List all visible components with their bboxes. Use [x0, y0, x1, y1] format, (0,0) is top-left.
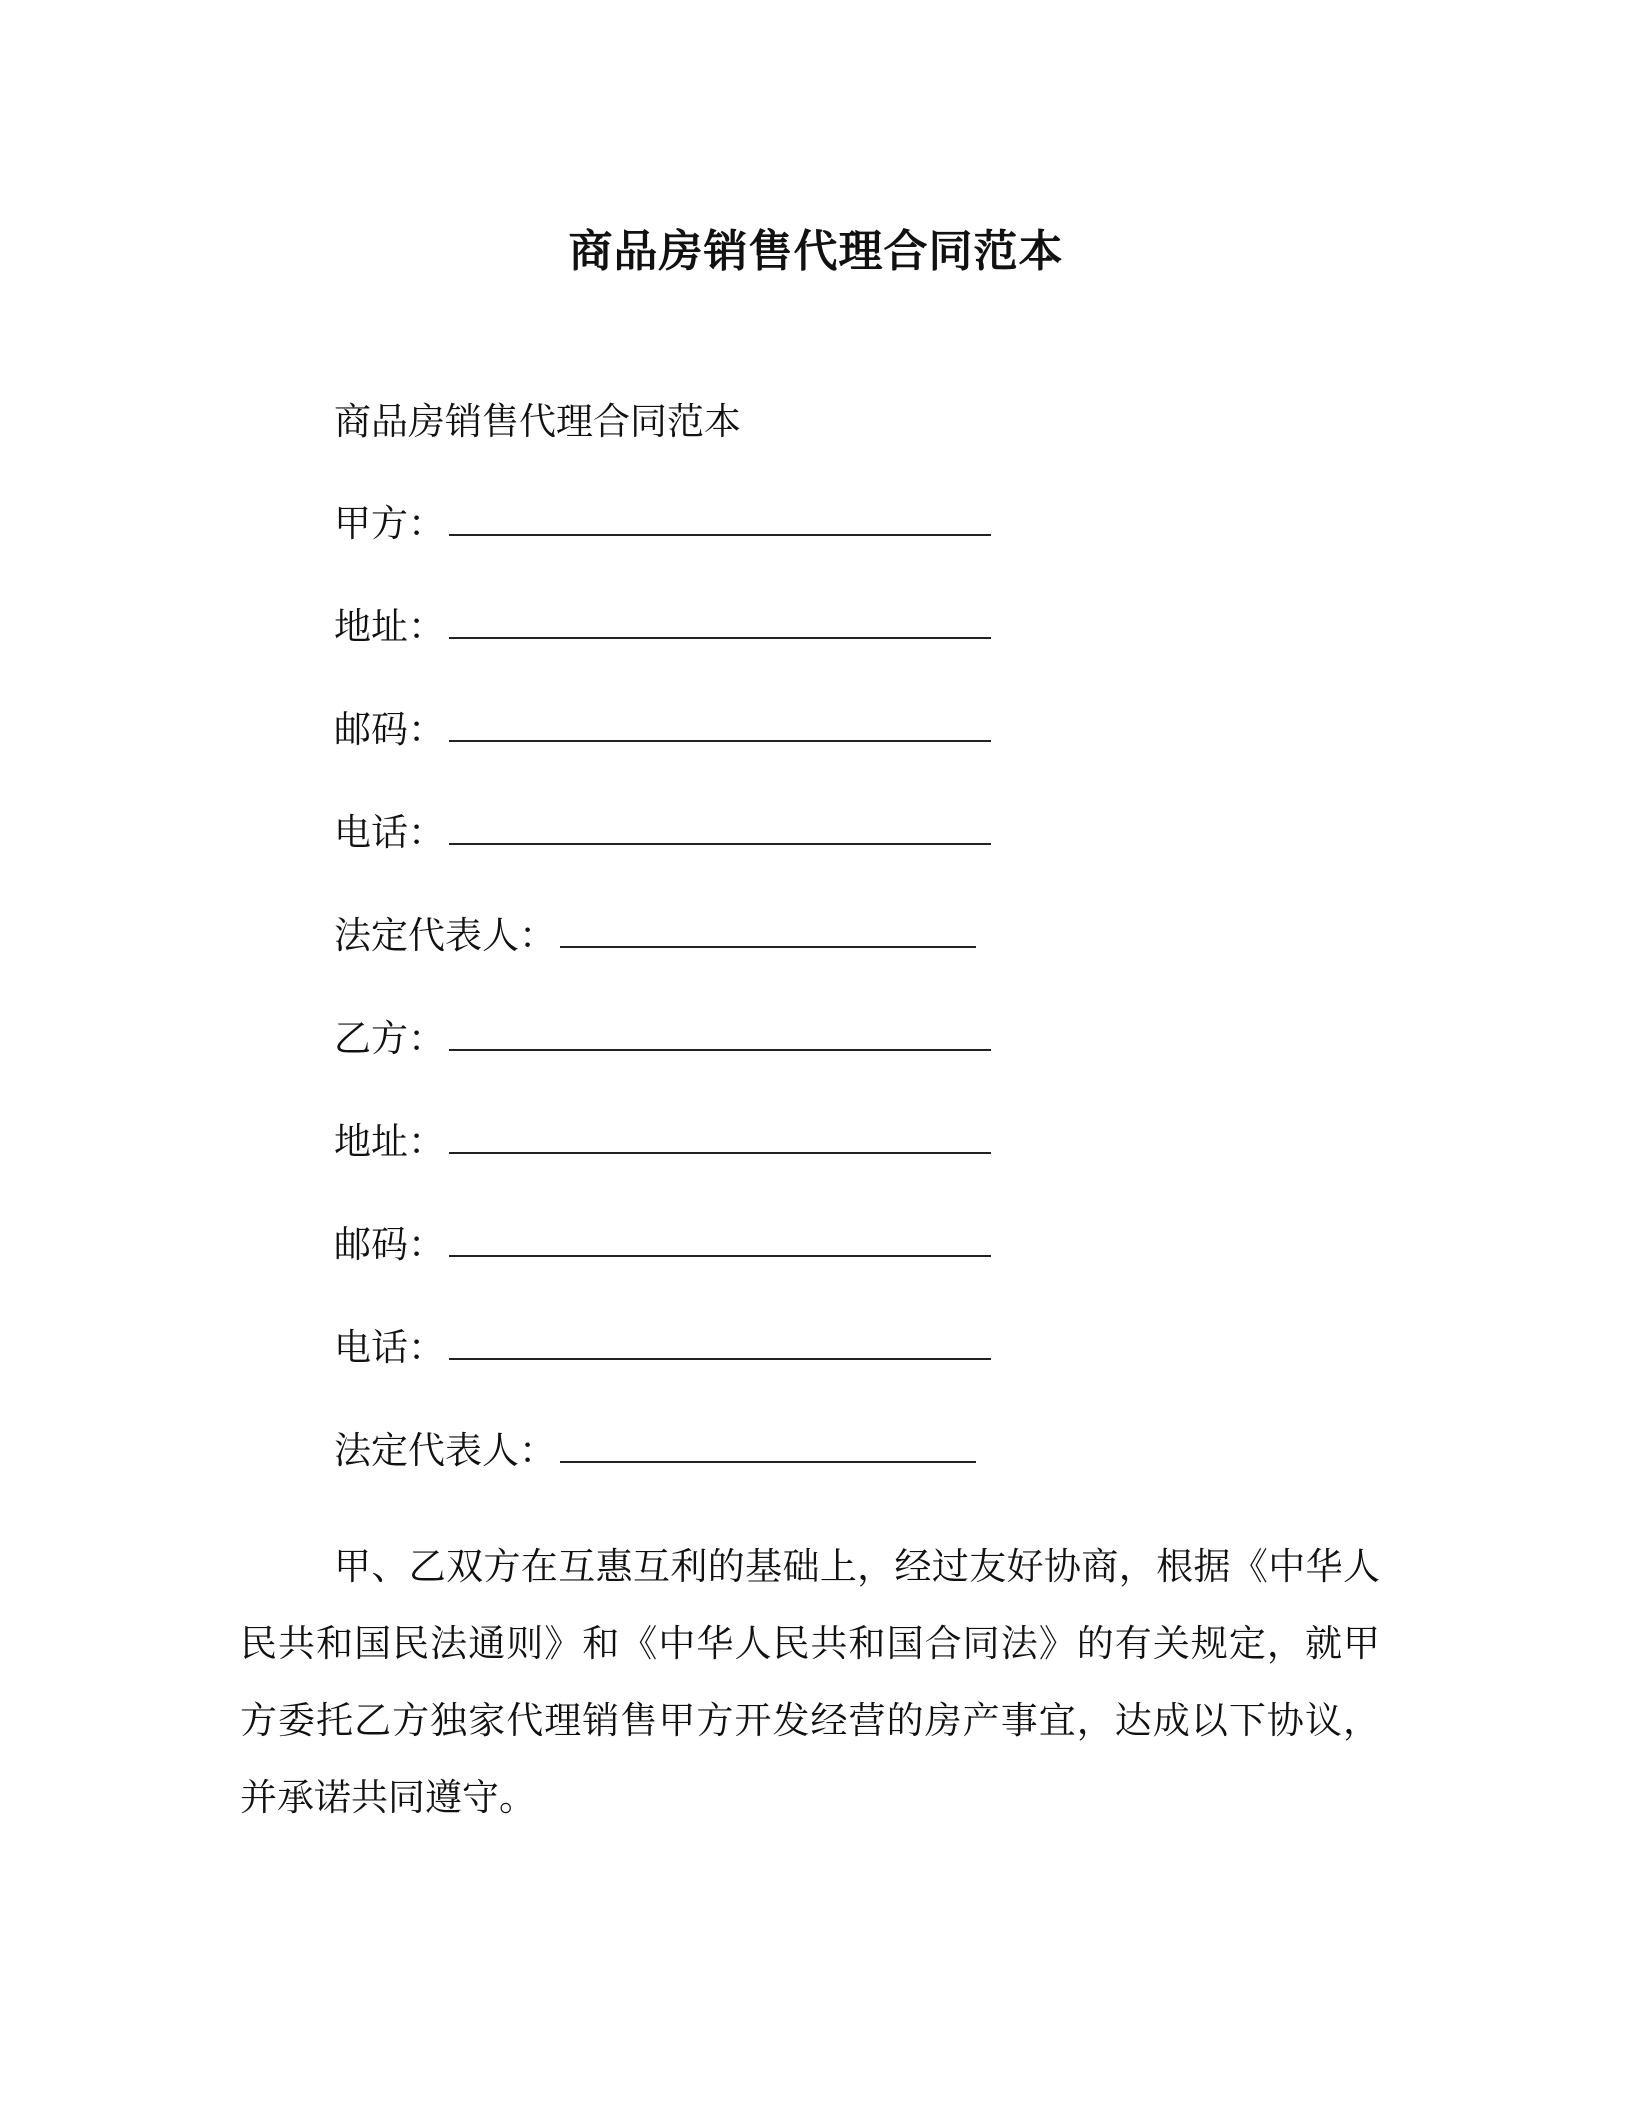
document-title: 商品房销售代理合同范本 [568, 226, 1064, 277]
field-party-a [334, 498, 991, 550]
field-label: 地址： [334, 605, 445, 648]
field-party-a-address [334, 601, 991, 653]
blank-line [449, 807, 991, 845]
blank-line [560, 910, 976, 948]
field-party-b-address [334, 1116, 991, 1168]
blank-line [449, 1013, 991, 1051]
field-party-a-legal-rep [334, 910, 976, 962]
field-label: 法定代表人： [334, 1429, 556, 1472]
field-label: 邮码： [334, 708, 445, 751]
field-party-b-phone [334, 1322, 991, 1374]
blank-line [449, 1219, 991, 1257]
document-subtitle: 商品房销售代理合同范本 [334, 400, 741, 443]
field-label: 甲方： [334, 502, 445, 545]
field-label: 邮码： [334, 1223, 445, 1266]
agreement-paragraph: 甲、乙双方在互惠互利的基础上，经过友好协商，根据《中华人民共和国民法通则》和《中华人民共和国合同法》的有关规定，就甲方委托乙方独家代理销售甲方开发经营的房产事宜，达成以下协议，并承诺共同遵守。 [240, 1545, 1380, 1819]
field-party-a-postcode [334, 704, 991, 756]
blank-line [449, 601, 991, 639]
blank-line [449, 1322, 991, 1360]
field-label: 地址： [334, 1120, 445, 1163]
field-label: 乙方： [334, 1017, 445, 1060]
field-label: 电话： [334, 1326, 445, 1369]
field-party-b-postcode [334, 1219, 991, 1271]
field-party-a-phone [334, 807, 991, 859]
field-party-b-legal-rep [334, 1425, 976, 1477]
field-label: 法定代表人： [334, 914, 556, 957]
blank-line [449, 1116, 991, 1154]
blank-line [560, 1425, 976, 1463]
field-party-b [334, 1013, 991, 1065]
field-label: 电话： [334, 811, 445, 854]
blank-line [449, 498, 991, 536]
blank-line [449, 704, 991, 742]
